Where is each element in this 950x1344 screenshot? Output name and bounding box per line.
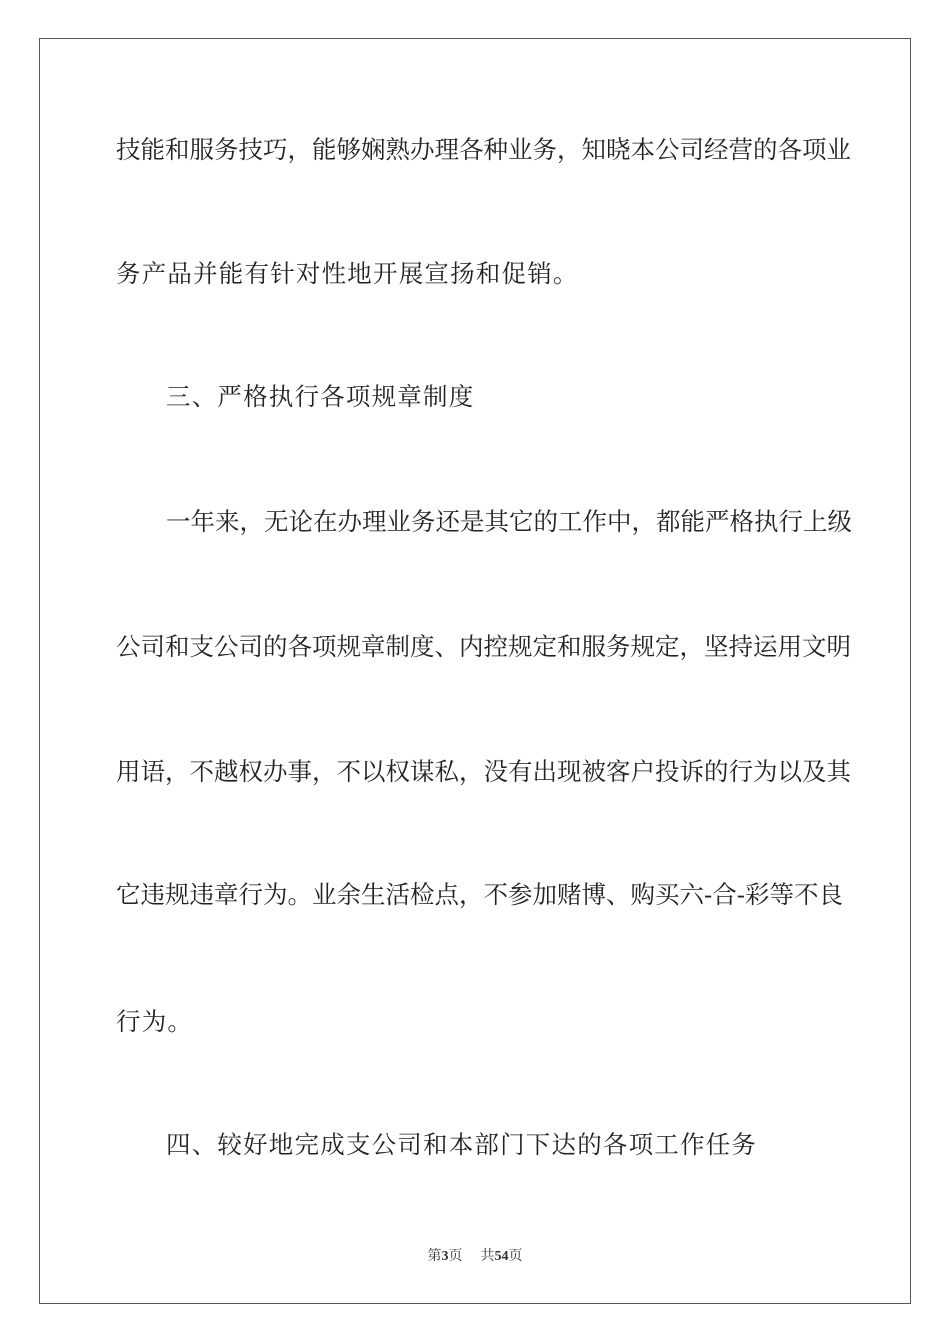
section-heading-3: 三、严格执行各项规章制度 bbox=[166, 382, 475, 411]
page-footer bbox=[0, 1245, 950, 1265]
section-heading-4: 四、较好地完成支公司和本部门下达的各项工作任务 bbox=[166, 1130, 758, 1159]
body-line-4: 一年来，无论在办理业务还是其它的工作中，都能严格执行上级 bbox=[166, 507, 852, 536]
body-line-8: 行为。 bbox=[116, 1007, 194, 1036]
page-number: 3 bbox=[441, 1249, 449, 1264]
page-border bbox=[39, 38, 911, 1304]
total-suffix: 页 bbox=[508, 1249, 523, 1264]
body-line-6: 用语，不越权办事，不以权谋私，没有出现被客户投诉的行为以及其 bbox=[116, 757, 851, 786]
total-prefix: 共 bbox=[480, 1249, 495, 1264]
body-line-1: 技能和服务技巧，能够娴熟办理各种业务，知晓本公司经营的各项业 bbox=[116, 135, 851, 164]
body-line-5: 公司和支公司的各项规章制度、内控规定和服务规定，坚持运用文明 bbox=[116, 632, 851, 661]
page-prefix: 第 bbox=[427, 1249, 442, 1264]
body-line-2: 务产品并能有针对性地开展宣扬和促销。 bbox=[116, 259, 579, 288]
body-line-7: 它违规违章行为。业余生活检点，不参加赌博、购买六-合-彩等不良 bbox=[116, 880, 844, 909]
page-suffix: 页 bbox=[448, 1249, 463, 1264]
total-pages: 54 bbox=[494, 1249, 509, 1264]
